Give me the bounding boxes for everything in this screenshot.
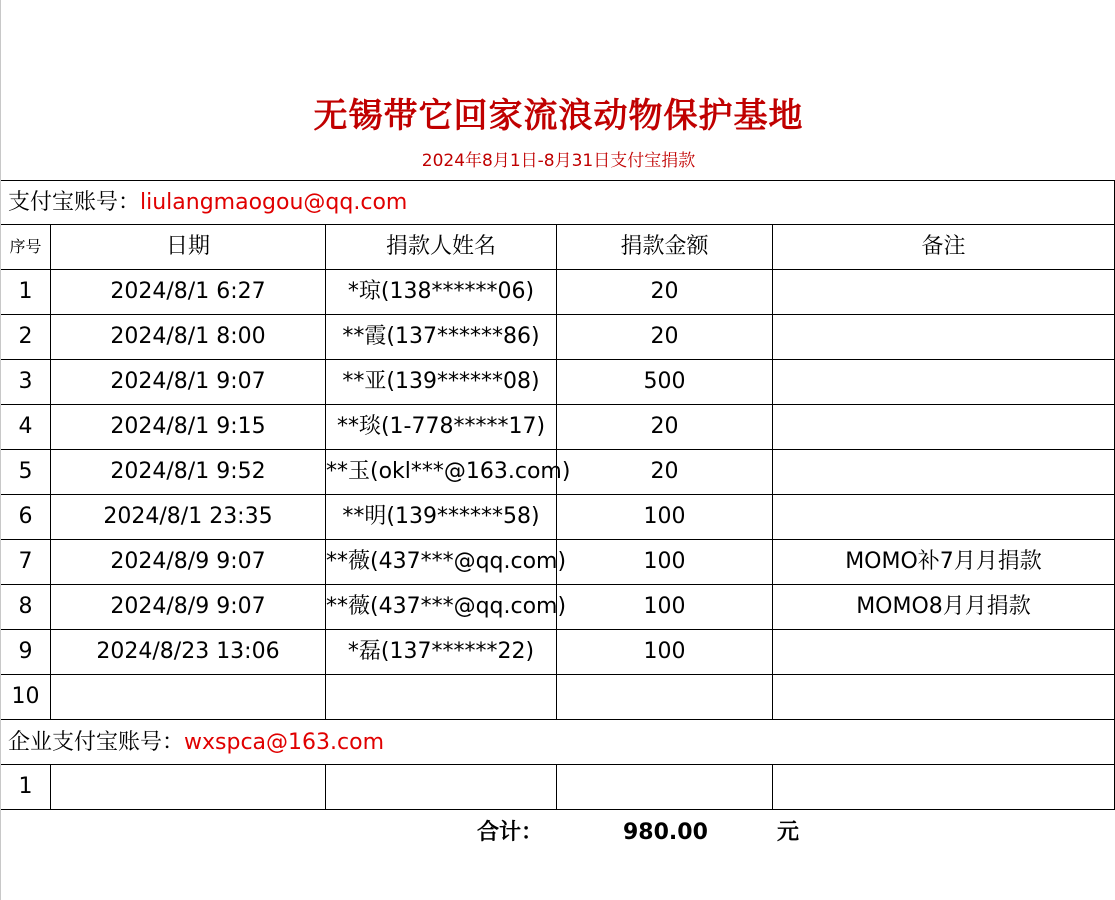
table-row	[1, 450, 1115, 495]
row-amount	[556, 765, 772, 809]
row-date: 2024/8/1 9:15	[50, 405, 325, 449]
row-note	[772, 360, 1115, 404]
row-note	[772, 270, 1115, 314]
row-no: 1	[18, 774, 33, 799]
row-date: 2024/8/23 13:06	[50, 630, 325, 674]
row-no: 4	[18, 414, 33, 439]
table-row	[1, 360, 1115, 405]
row-note	[772, 450, 1115, 494]
page-title: 无锡带它回家流浪动物保护基地	[313, 96, 804, 136]
row-amount: 100	[556, 495, 772, 539]
row-donor-name: **琰(1-778*****17)	[325, 405, 556, 449]
account-email: liulangmaogou@qq.com	[140, 190, 408, 215]
row-no: 3	[18, 369, 33, 394]
row-donor-name: *磊(137******22)	[325, 630, 556, 674]
column-header-no: 序号	[9, 237, 42, 256]
row-date	[50, 765, 325, 809]
row-amount: 100	[556, 585, 772, 629]
row-note	[772, 630, 1115, 674]
table-row	[1, 270, 1115, 315]
row-donor-name	[325, 675, 556, 719]
row-no: 6	[18, 504, 33, 529]
row-no: 1	[18, 279, 33, 304]
row-amount: 20	[556, 405, 772, 449]
row-note	[772, 675, 1115, 719]
row-note: MOMO补7月月捐款	[772, 540, 1115, 584]
row-donor-name: **霞(137******86)	[325, 315, 556, 359]
row-amount: 500	[556, 360, 772, 404]
row-no: 7	[18, 549, 33, 574]
row-date: 2024/8/1 9:07	[50, 360, 325, 404]
total-value: 980.00	[623, 820, 708, 845]
row-no: 8	[18, 594, 33, 619]
row-donor-name: **薇(437***@qq.com)	[325, 585, 556, 629]
row-date: 2024/8/1 8:00	[50, 315, 325, 359]
enterprise-account-email: wxspca@163.com	[184, 730, 385, 755]
row-donor-name: **玉(okl***@163.com)	[325, 450, 556, 494]
account-label: 支付宝账号：	[8, 190, 141, 215]
table-row	[1, 315, 1115, 360]
table-row	[1, 675, 1115, 720]
row-amount: 20	[556, 450, 772, 494]
table-row	[1, 495, 1115, 540]
column-header-amount: 捐款金额	[556, 225, 772, 269]
row-amount: 20	[556, 315, 772, 359]
row-date: 2024/8/9 9:07	[50, 585, 325, 629]
table-row	[1, 585, 1115, 630]
row-note	[772, 315, 1115, 359]
row-note	[772, 495, 1115, 539]
row-no: 9	[18, 639, 33, 664]
row-date: 2024/8/1 6:27	[50, 270, 325, 314]
column-header-note: 备注	[772, 225, 1115, 269]
row-amount	[556, 675, 772, 719]
row-donor-name: **明(139******58)	[325, 495, 556, 539]
row-date	[50, 675, 325, 719]
row-amount: 100	[556, 630, 772, 674]
account-row	[1, 180, 1115, 225]
row-note	[772, 765, 1115, 809]
row-donor-name: **薇(437***@qq.com)	[325, 540, 556, 584]
row-date: 2024/8/1 23:35	[50, 495, 325, 539]
row-note	[772, 405, 1115, 449]
column-header-date: 日期	[50, 225, 325, 269]
table-row	[1, 405, 1115, 450]
column-header-name: 捐款人姓名	[325, 225, 556, 269]
row-date: 2024/8/9 9:07	[50, 540, 325, 584]
table-row	[1, 765, 1115, 810]
enterprise-account-label: 企业支付宝账号：	[8, 730, 185, 755]
total-label: 合计：	[477, 820, 544, 845]
page-subtitle: 2024年8月1日-8月31日支付宝捐款	[421, 151, 696, 171]
row-donor-name: **亚(139******08)	[325, 360, 556, 404]
enterprise-account-row	[1, 720, 1115, 765]
row-amount: 100	[556, 540, 772, 584]
row-amount: 20	[556, 270, 772, 314]
row-donor-name: *琼(138******06)	[325, 270, 556, 314]
row-date: 2024/8/1 9:52	[50, 450, 325, 494]
table-row	[1, 540, 1115, 585]
row-no: 10	[11, 684, 40, 709]
table-header-row	[1, 225, 1115, 270]
total-unit: 元	[777, 820, 800, 845]
table-row	[1, 630, 1115, 675]
row-note: MOMO8月月捐款	[772, 585, 1115, 629]
row-no: 5	[18, 459, 33, 484]
row-no: 2	[18, 324, 33, 349]
row-donor-name	[325, 765, 556, 809]
